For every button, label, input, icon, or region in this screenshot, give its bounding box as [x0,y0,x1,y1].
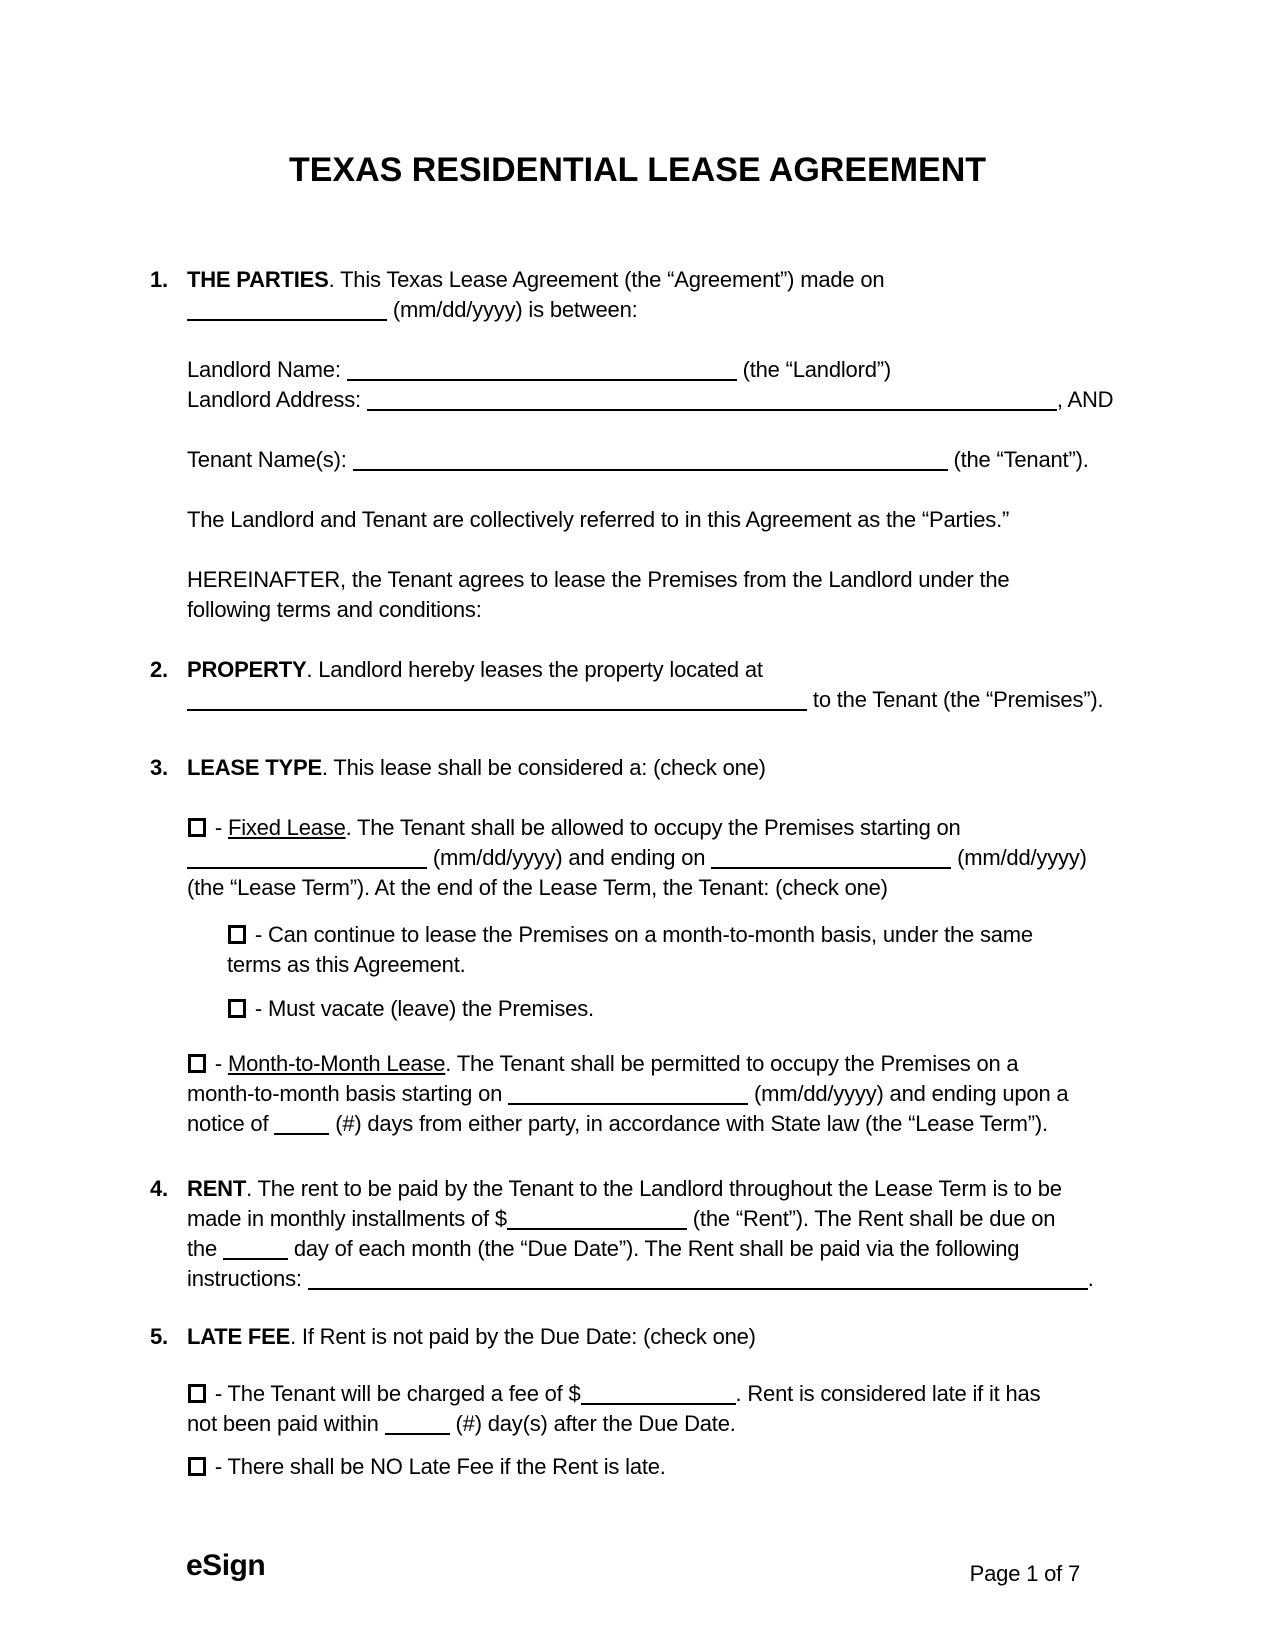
esign-logo: eSign [186,1549,266,1582]
tenant-name-blank[interactable] [353,447,948,471]
fixed-lease-option [187,813,1125,903]
text-run: HEREINAFTER, the Tenant agrees to lease the Premises from the Landlord under the [187,567,1010,592]
text-run: (mm/dd/yyyy) is between: [387,297,638,322]
mtm-notice-days-blank[interactable] [274,1111,329,1135]
section-number: 3. [150,755,168,780]
section-number: 5. [150,1324,168,1349]
fixed-start-date-blank[interactable] [187,845,427,869]
text-run: LEASE TYPE [187,755,322,780]
text-run: - Can continue to lease the Premises on a month-to-month basis, under the same [249,922,1033,947]
text-run: day of each month (the “Due Date”). The Rent shall be paid via the following [287,1236,1020,1261]
document-body [150,265,1125,1482]
text-run: . This lease shall be considered a: (check one) [321,755,766,780]
fixed-continue-option [227,920,1125,980]
property-address-blank[interactable] [187,687,807,711]
text-run: Landlord Address: [187,387,367,412]
text-run: made in monthly installments of $ [187,1206,507,1231]
document-title: TEXAS RESIDENTIAL LEASE AGREEMENT [288,151,987,189]
text-run: . If Rent is not paid by the Due Date: (check one) [290,1324,756,1349]
landlord-name-blank[interactable] [347,357,737,381]
continue-month-to-month-checkbox[interactable] [228,925,246,944]
text-run: . The Tenant shall be permitted to occupy the Premises on a [445,1051,1019,1076]
section-parties [150,265,1125,655]
text-run: - [209,815,228,840]
text-run: month-to-month basis starting on [187,1081,509,1106]
no-late-fee-checkbox[interactable] [188,1457,206,1476]
late-fee-amount-blank[interactable] [581,1381,736,1405]
text-run: LATE FEE [187,1324,291,1349]
text-run: Tenant Name(s): [187,447,353,472]
section-rent [150,1174,1125,1322]
late-fee-days-blank[interactable] [385,1411,450,1435]
mtm-start-date-blank[interactable] [508,1081,748,1105]
text-run: not been paid within [187,1411,385,1436]
text-run: to the Tenant (the “Premises”). [807,687,1104,712]
section-number: 1. [150,267,168,292]
late-fee-checkbox[interactable] [188,1384,206,1403]
text-run: instructions: [187,1266,308,1291]
text-run: , AND [1056,387,1114,412]
text-run: (#) days from either party, in accordance with State law (the “Lease Term”). [329,1111,1048,1136]
parties-collective-paragraph [187,505,1125,535]
section-number: 4. [150,1176,168,1201]
text-run: terms as this Agreement. [227,952,466,977]
text-run: RENT [187,1176,247,1201]
late-fee-option [187,1379,1125,1439]
text-run: - The Tenant will be charged a fee of $ [209,1381,581,1406]
month-to-month-option [187,1049,1125,1139]
text-run: . [1087,1266,1094,1291]
section-late-fee [150,1322,1125,1482]
lease-type-heading [187,753,1125,783]
text-run: following terms and conditions: [187,597,482,622]
text-run: notice of [187,1111,275,1136]
text-run: (the “Lease Term”). At the end of the Lease Term, the Tenant: (check one) [187,875,888,900]
hereinafter-paragraph [187,565,1125,625]
section-property [150,655,1125,753]
text-run: (#) day(s) after the Due Date. [449,1411,736,1436]
section-number: 2. [150,657,168,682]
section-lease-type [150,753,1125,1174]
text-run: the [187,1236,223,1261]
text-run: . This Texas Lease Agreement (the “Agreement”) made on [328,267,885,292]
payment-instructions-blank[interactable] [308,1266,1088,1290]
landlord-address-blank[interactable] [367,387,1057,411]
text-run: (mm/dd/yyyy) [951,845,1087,870]
tenant-info-paragraph [187,445,1125,475]
agreement-date-blank[interactable] [187,297,387,321]
text-run: (mm/dd/yyyy) and ending upon a [748,1081,1069,1106]
fixed-end-date-blank[interactable] [711,845,951,869]
text-run: . Landlord hereby leases the property located at [306,657,763,682]
text-run: (the “Landlord”) [736,357,891,382]
rent-due-day-blank[interactable] [223,1236,288,1260]
text-run: - Must vacate (leave) the Premises. [249,996,594,1021]
no-late-fee-option [187,1452,1125,1482]
rent-paragraph [187,1174,1125,1294]
text-run: THE PARTIES [187,267,329,292]
text-run: Landlord Name: [187,357,347,382]
landlord-info-paragraph [187,355,1125,415]
month-to-month-lease-checkbox[interactable] [188,1054,206,1073]
late-fee-heading [187,1322,1125,1352]
text-run: PROPERTY [187,657,307,682]
text-run: Fixed Lease [227,815,346,840]
text-run: . The rent to be paid by the Tenant to the Landlord throughout the Lease Term is to be [246,1176,1062,1201]
text-run: (the “Tenant”). [947,447,1089,472]
text-run: . The Tenant shall be allowed to occupy the Premises starting on [345,815,961,840]
property-paragraph [187,655,1125,715]
fixed-vacate-option [227,994,1125,1024]
text-run: - [209,1051,228,1076]
parties-intro-paragraph [187,265,1125,325]
fixed-lease-checkbox[interactable] [188,818,206,837]
text-run: (mm/dd/yyyy) and ending on [427,845,712,870]
rent-amount-blank[interactable] [507,1206,687,1230]
text-run: . Rent is considered late if it has [735,1381,1041,1406]
page-indicator: Page 1 of 7 [969,1561,1080,1586]
text-run: Month-to-Month Lease [227,1051,446,1076]
must-vacate-checkbox[interactable] [228,999,246,1018]
text-run: (the “Rent”). The Rent shall be due on [686,1206,1056,1231]
text-run: - There shall be NO Late Fee if the Rent is late. [209,1454,666,1479]
text-run: The Landlord and Tenant are collectively referred to in this Agreement as the “Parties.” [187,507,1010,532]
